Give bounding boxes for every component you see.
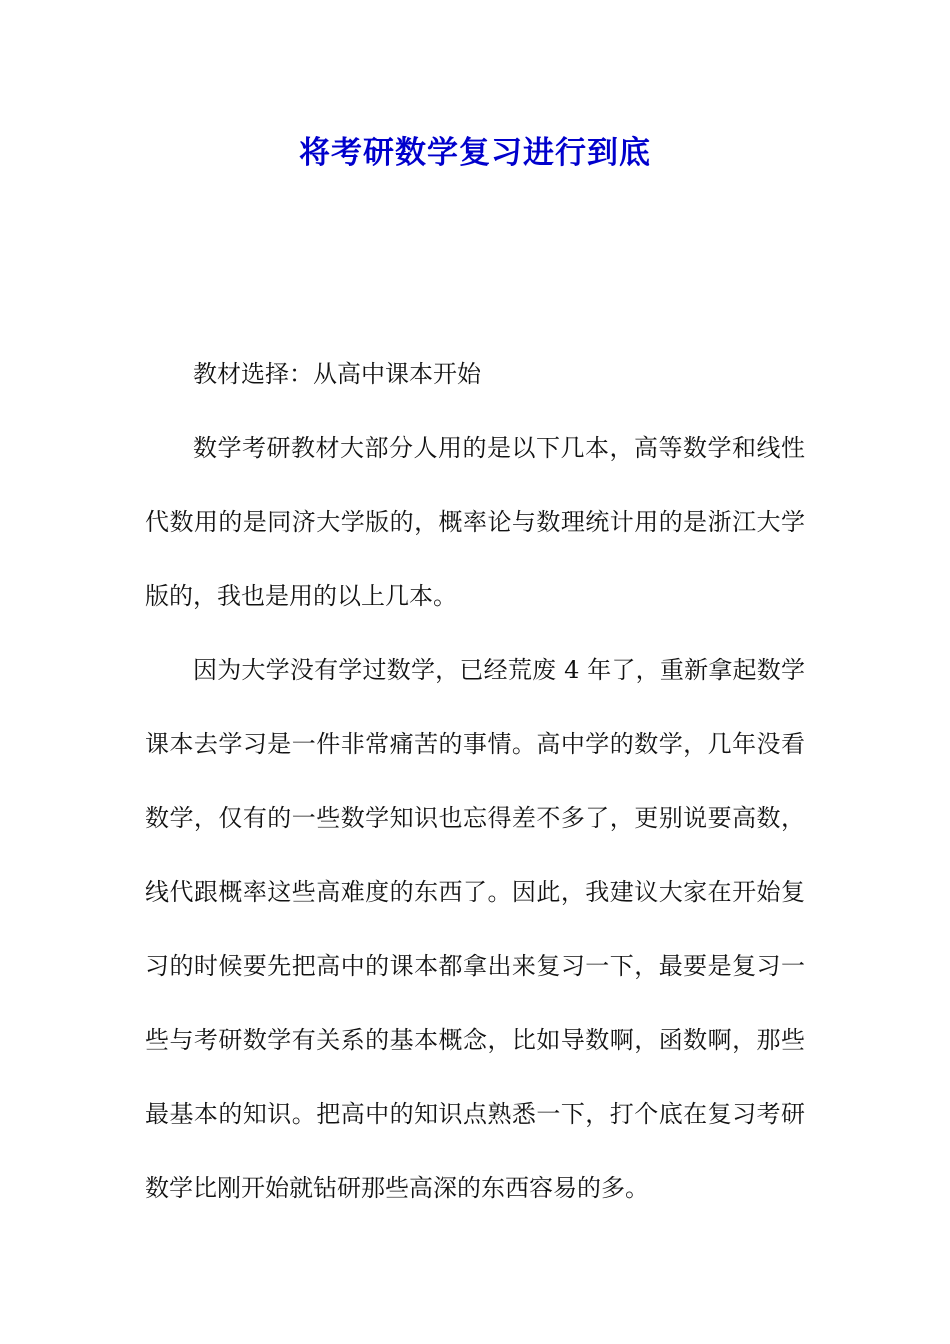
- paragraph: 因为大学没有学过数学，已经荒废 4 年了，重新拿起数学课本去学习是一件非常痛苦的事情。高中学的数学，几年没看数学，仅有的一些数学知识也忘得差不多了，更别说要高数，线代跟概率这些高难度的东西了。因此，我建议大家在开始复习的时候要先把高中的课本都拿出来复习一下，最要是复习一些与考研数学有关系的基本概念，比如导数啊，函数啊，那些最基本的知识。把高中的知识点熟悉一下，打个底在复习考研数学比刚开始就钻研那些高深的东西容易的多。: [145, 656, 805, 1202]
- document-title: 将考研数学复习进行到底: [299, 135, 651, 171]
- document-body: [145, 337, 805, 1225]
- section-heading: 教材选择：从高中课本开始: [193, 360, 481, 388]
- paragraph: 数学考研教材大部分人用的是以下几本，高等数学和线性代数用的是同济大学版的，概率论与数理统计用的是浙江大学版的，我也是用的以上几本。: [145, 434, 805, 610]
